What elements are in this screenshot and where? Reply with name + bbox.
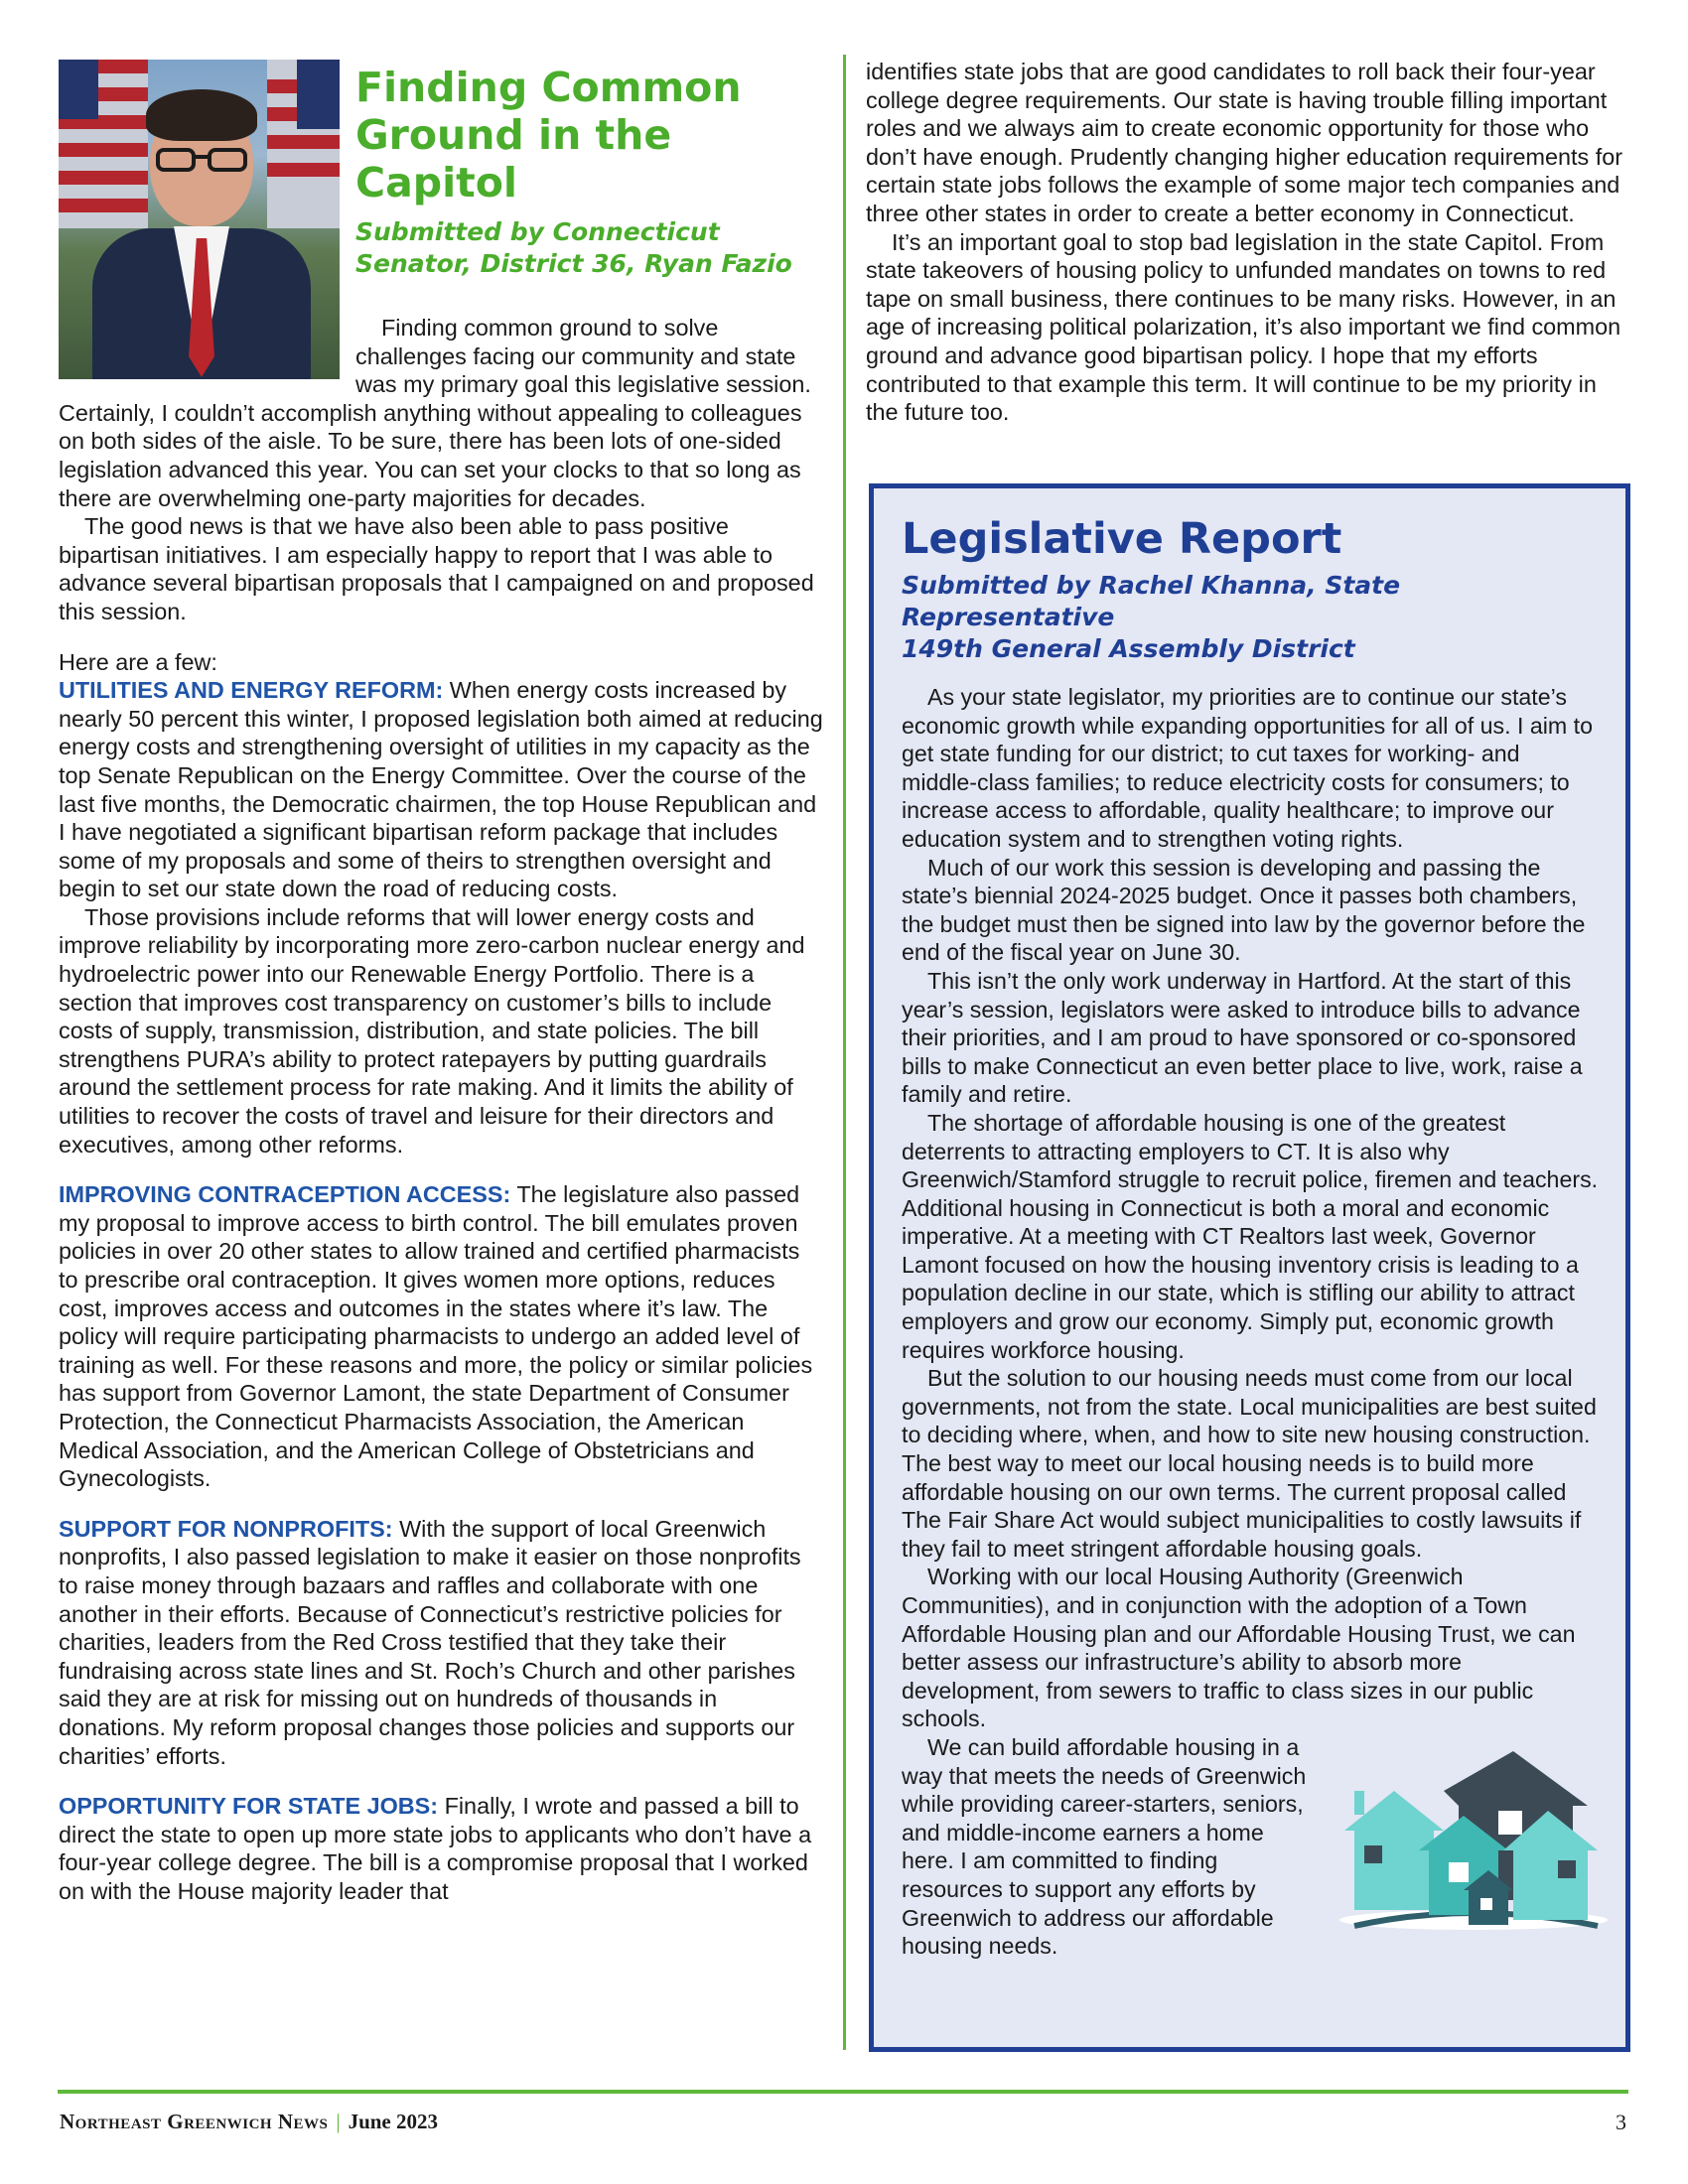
article-paragraph: Finding common ground to solve challenges facing our community and state was my primary goal this legislative session. Certainly, I couldn’t accomplish anything without appealing to colleagues on both sides of the aisle. To be sure, there has been lots of one-sided legislation advanced this year. You can set your clocks to that so long as there are overwhelming one-party majorities for decades. — [59, 315, 811, 511]
senator-portrait-photo — [59, 60, 340, 379]
report-paragraph: The shortage of affordable housing is one of the greatest deterrents to attracting employers to CT. It is also why Greenwich/Stamford struggle to recruit police, firemen and teachers. Additional housing in Connecticut is both a moral and economic imperative. At a meeting with CT Realtors last week, Governor Lamont focused on how the housing inventory crisis is leading to a population decline in our state, which is stifling our ability to attract employers and grow our economy. Simply put, economic growth requires workforce housing. — [902, 1109, 1599, 1363]
report-paragraph: Much of our work this session is developing and passing the state’s biennial 2024-2025 budget. Once it passes both chambers, the budget must then be signed into law by the governor before the end of the fiscal year on June 30. — [902, 854, 1586, 966]
section-text: The legislature also passed my proposal to improve access to birth control. The bill emulates proven policies in over 20 other states to allow trained and certified pharmacists to prescribe oral contraception. It gives women more options, reduces cost, improves access and outcomes in the states where it’s law. The policy will require participating pharmacists to undergo an added level of training as well. For these reasons and more, the policy or similar policies has support from Governor Lamont, the state Department of Consumer Protection, the Connecticut Pharmacists Association, the American Medical Association, and the American College of Obstetricians and Gynecologists. — [59, 1181, 813, 1492]
article-paragraph: Those provisions include reforms that will lower energy costs and improve reliability by incorporating more zero-carbon nuclear energy and hydroelectric power into our Renewable Energy Portfolio. There is a section that improves cost transparency on customer’s bills to include costs of supply, transmission, distribution, and state policies. The bill strengthens PURA’s ability to protect ratepayers by putting guardrails around the settlement process for rate making. And it limits the ability of utilities to recover the costs of travel and leisure for their directors and executives, among other reforms. — [59, 903, 805, 1158]
article-section-nonprofits — [59, 1515, 823, 1770]
article-right-column — [866, 58, 1628, 427]
article-paragraph: It’s an important goal to stop bad legislation in the state Capitol. From state takeovers of housing policy to unfunded mandates on towns to red tape on small business, there continues to be many risks. However, in an age of increasing political polarization, it’s also important we find common ground and advance good bipartisan policy. I hope that my efforts contributed to that example this term. It will continue to be my priority in the future too. — [866, 228, 1621, 426]
article-byline: Submitted by Connecticut Senator, District 36, Ryan Fazio — [355, 217, 792, 278]
report-byline — [902, 570, 1600, 665]
report-paragraph: Working with our local Housing Authority (Greenwich Communities), and in conjunction with the adoption of a Town Affordable Housing plan and our Affordable Housing Trust, we can better assess our infrastructure’s ability to absorb more development, from sewers to traffic to class sizes in our public schools. — [902, 1564, 1576, 1732]
article-list-intro: Here are a few: — [59, 648, 217, 675]
section-heading: IMPROVING CONTRACEPTION ACCESS: — [59, 1181, 511, 1208]
footer-publication-info — [60, 2110, 438, 2134]
section-heading: UTILITIES AND ENERGY REFORM: — [59, 677, 444, 704]
footer-issue-date: June 2023 — [348, 2110, 439, 2133]
article-paragraph: The good news is that we have also been able to pass positive bipartisan initiatives. I am especially happy to report that I was able to advance several bipartisan proposals that I campaigned on and proposed this session. — [59, 513, 814, 624]
legislative-report-box — [869, 483, 1630, 2052]
report-title: Legislative Report — [902, 514, 1342, 564]
portrait-hair — [146, 89, 257, 141]
footer-rule — [58, 2090, 1628, 2094]
report-body — [902, 683, 1600, 1961]
article-section-utilities — [59, 676, 823, 903]
section-heading: OPPORTUNITY FOR STATE JOBS: — [59, 1793, 439, 1820]
section-heading: SUPPORT FOR NONPROFITS: — [59, 1515, 393, 1542]
affordable-housing-houses-icon — [1325, 1751, 1608, 1940]
article-left-column — [59, 58, 823, 1905]
column-divider — [843, 55, 846, 2050]
section-text: When energy costs increased by nearly 50 percent this winter, I proposed legislation both aimed at reducing energy costs and strengthening oversight of utilities in my capacity as the top Senate Republican on the Energy Committee. Over the course of the last five months, the Democratic chairmen, the top House Republican and I have negotiated a significant bipartisan reform package that includes some of my proposals and some of theirs to strengthen oversight and begin to set our state down the road of reducing costs. — [59, 677, 823, 902]
article-headline: Finding Common Ground in the Capitol — [355, 64, 742, 206]
report-paragraph: But the solution to our housing needs must come from our local governments, not from the state. Local municipalities are best suited to deciding where, when, and how to site new housing construction. The best way to meet our local housing needs is to build more affordable housing on our own terms. The current proposal called The Fair Share Act would subject municipalities to costly lawsuits if they fail to meet stringent affordable housing goals. — [902, 1365, 1597, 1562]
footer-publication-name: Northeast Greenwich News — [60, 2110, 329, 2133]
article-continuation — [866, 58, 1628, 427]
footer-separator: | — [336, 2110, 341, 2133]
report-byline-line: Submitted by Rachel Khanna, State Representative — [902, 571, 1401, 631]
report-byline-line: 149th General Assembly District — [902, 634, 1355, 663]
section-text: With the support of local Greenwich nonprofits, I also passed legislation to make it easier on those nonprofits to raise money through bazaars and raffles and collaborate with one another in their efforts. Because of Connecticut’s restrictive policies for charities, leaders from the Red Cross testified that they take their fundraising across state lines and St. Roch’s Church and other parishes said they are at risk for missing out on hundreds of thousands in donations. My reform proposal changes those policies and supports our charities’ efforts. — [59, 1515, 801, 1769]
page-number: 3 — [1616, 2110, 1626, 2134]
report-paragraph: This isn’t the only work underway in Hartford. At the start of this year’s session, legislators were asked to introduce bills to advance their priorities, and I am proud to have sponsored or co-sponsored bills to make Connecticut an even better place to live, work, raise a family and retire. — [902, 967, 1583, 1108]
report-paragraph: As your state legislator, my priorities are to continue our state’s economic growth while expanding opportunities for all of us. I aim to get state funding for our district; to cut taxes for working- and middle-class families; to reduce electricity costs for consumers; to increase access to affordable, quality healthcare; to improve our education system and to strengthen voting rights. — [902, 684, 1593, 852]
glasses-icon — [154, 147, 249, 173]
article-paragraph: identifies state jobs that are good candidates to roll back their four-year college degree requirements. Our state is having trouble filling important roles and we always aim to create economic opportunity for those who don’t have enough. Prudently changing higher education requirements for certain state jobs follows the example of some major tech companies and three other states in order to create a better economy in Connecticut. — [866, 59, 1623, 226]
article-body — [59, 314, 823, 1905]
report-paragraph: We can build affordable housing in a way that meets the needs of Greenwich while providing career-starters, seniors, and middle-income earners a home here. I am committed to finding resources to support any efforts by Greenwich to address our affordable housing needs. — [902, 1733, 1307, 1960]
article-section-contraception — [59, 1180, 823, 1493]
article-section-state-jobs — [59, 1792, 823, 1905]
section-text: Finally, I wrote and passed a bill to direct the state to open up more state jobs to applicants who don’t have a four-year college degree. The bill is a compromise proposal that I worked on with the House majority leader that — [59, 1793, 812, 1904]
